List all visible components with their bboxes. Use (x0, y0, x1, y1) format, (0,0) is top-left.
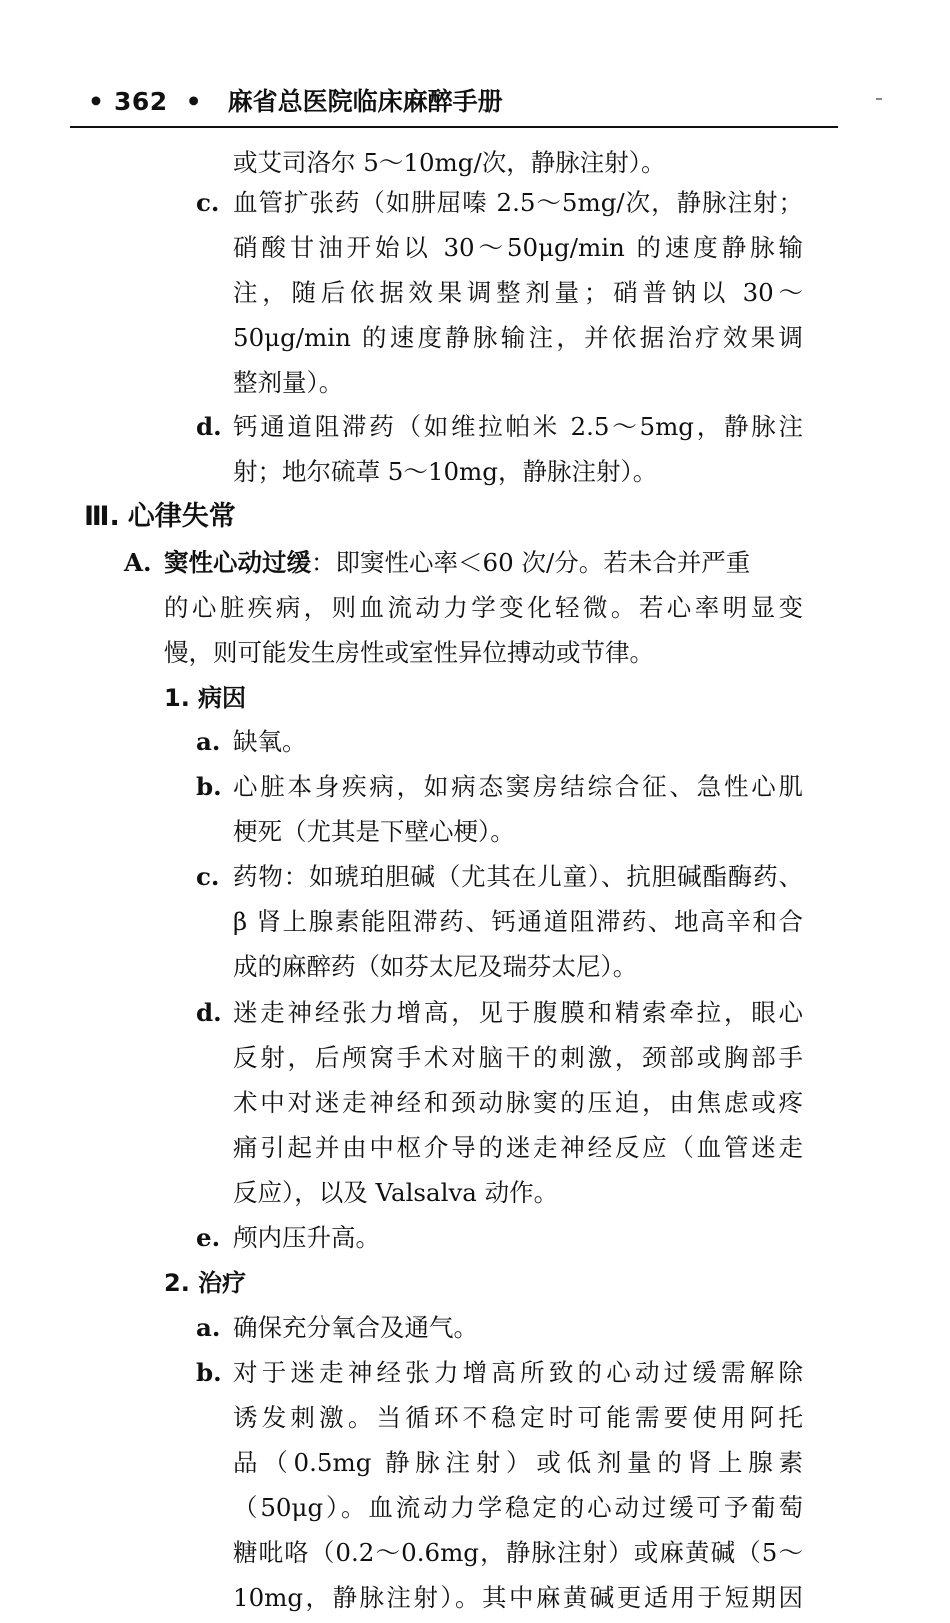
paragraph-line: 反应），以及 Valsalva 动作。 (233, 1178, 559, 1207)
section-heading (84, 497, 236, 537)
numbered-heading (164, 1263, 246, 1303)
paragraph-line: 反射，后颅窝手术对脑干的刺激，颈部或胸部手 (233, 1043, 803, 1072)
paragraph-line: 迷走神经张力增高，见于腹膜和精索牵拉，眼心 (233, 998, 803, 1027)
paragraph-line: 品（0.5mg 静脉注射）或低剂量的肾上腺素 (233, 1448, 803, 1477)
paragraph-line: 或艾司洛尔 5～10mg/次，静脉注射）。 (233, 148, 666, 177)
item-label: a. (196, 727, 221, 756)
paragraph-line: 注，随后依据效果调整剂量；硝普钠以 30～ (233, 278, 803, 307)
paragraph-line: 10mg，静脉注射）。其中麻黄碱更适用于短期因 (233, 1583, 803, 1612)
paragraph-line: 钙通道阻滞药（如维拉帕米 2.5～5mg，静脉注 (233, 412, 803, 441)
paragraph-line: 射；地尔硫䓬 5～10mg，静脉注射）。 (233, 457, 658, 486)
subsection-heading (124, 543, 803, 583)
paragraph-line: 血管扩张药（如肼屈嗪 2.5～5mg/次，静脉注射； (233, 188, 803, 217)
paragraph-line: 心脏本身疾病，如病态窦房结综合征、急性心肌 (233, 772, 803, 801)
paragraph-line: 术中对迷走神经和颈动脉窦的压迫，由焦虑或疼 (233, 1088, 803, 1117)
paragraph-line: 50μg/min 的速度静脉输注，并依据治疗效果调 (233, 323, 803, 352)
item-label: b. (196, 1358, 222, 1387)
numbered-title: 病因 (198, 684, 246, 712)
paragraph-line: （50μg）。血流动力学稳定的心动过缓可予葡萄 (233, 1493, 803, 1522)
item-label: c. (196, 862, 220, 891)
running-header (70, 78, 838, 128)
numbered-label: 1. (164, 684, 190, 712)
page-number: 362 (113, 87, 168, 116)
item-label: d. (196, 412, 222, 441)
paragraph-line: 糖吡咯（0.2～0.6mg，静脉注射）或麻黄碱（5～ (233, 1538, 803, 1567)
paragraph-line: ：即窦性心率＜60 次/分。若未合并严重 (311, 548, 751, 577)
numbered-heading (164, 678, 246, 718)
header-bullet-right: • (185, 87, 202, 116)
section-numeral: Ⅲ. (84, 501, 120, 532)
item-label: c. (196, 188, 220, 217)
paragraph-line: 诱发刺激。当循环不稳定时可能需要使用阿托 (233, 1403, 803, 1432)
scan-speck (876, 98, 882, 100)
item-label: d. (196, 998, 222, 1027)
paragraph-line: 确保充分氧合及通气。 (233, 1313, 478, 1342)
numbered-title: 治疗 (198, 1269, 246, 1297)
paragraph-line: 颅内压升高。 (233, 1223, 380, 1252)
item-label: a. (196, 1313, 221, 1342)
header-bullet-left: • (88, 87, 104, 116)
paragraph-line: 的心脏疾病，则血流动力学变化轻微。若心率明显变 (164, 593, 803, 622)
book-title: 麻省总医院临床麻醉手册 (227, 87, 503, 116)
paragraph-line: 对于迷走神经张力增高所致的心动过缓需解除 (233, 1358, 803, 1387)
paragraph-line: 药物：如琥珀胆碱（尤其在儿童）、抗胆碱酯酶药、 (233, 862, 803, 891)
paragraph-line: β 肾上腺素能阻滞药、钙通道阻滞药、地高辛和合 (233, 907, 803, 936)
item-label: b. (196, 772, 222, 801)
subsection-label: A. (124, 548, 152, 577)
paragraph-line: 硝酸甘油开始以 30～50μg/min 的速度静脉输 (233, 233, 803, 262)
paragraph-line: 成的麻醉药（如芬太尼及瑞芬太尼）。 (233, 952, 638, 981)
section-title: 心律失常 (127, 501, 236, 532)
item-label: e. (196, 1223, 221, 1252)
paragraph-line: 痛引起并由中枢介导的迷走神经反应（血管迷走 (233, 1133, 803, 1162)
paragraph-line: 慢，则可能发生房性或室性异位搏动或节律。 (164, 638, 654, 667)
paragraph-line: 缺氧。 (233, 727, 307, 756)
subsection-title: 窦性心动过缓 (164, 548, 311, 577)
paragraph-line: 整剂量）。 (233, 368, 344, 397)
paragraph-line: 梗死（尤其是下壁心梗）。 (233, 817, 515, 846)
numbered-label: 2. (164, 1269, 190, 1297)
